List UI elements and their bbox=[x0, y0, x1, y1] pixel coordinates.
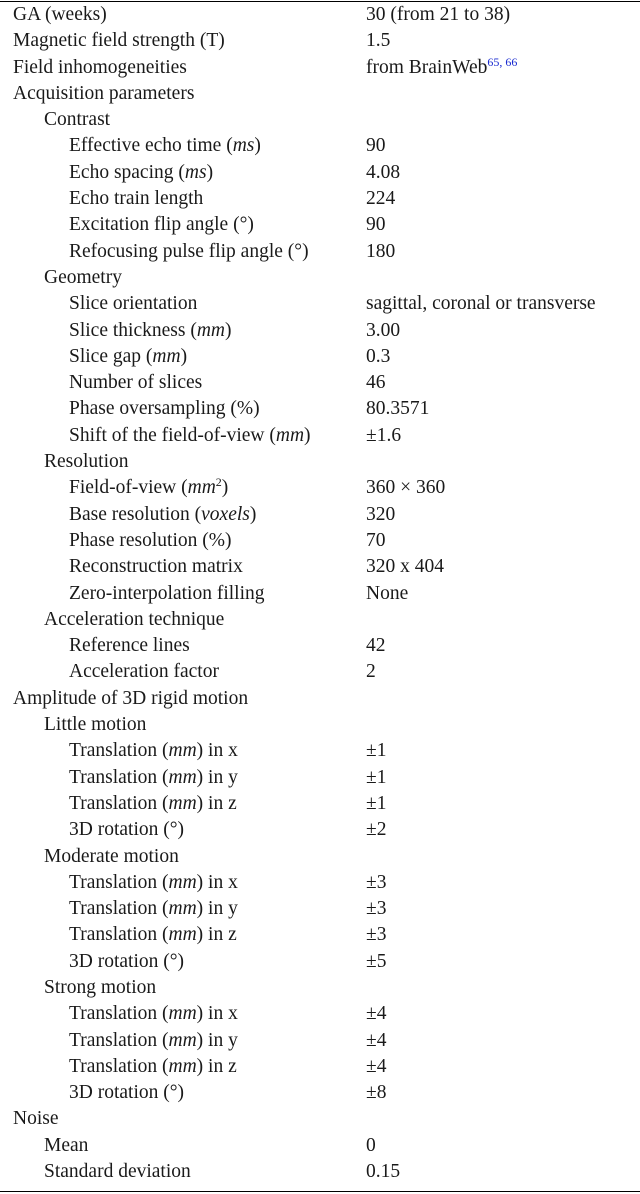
table-row bbox=[0, 1080, 640, 1106]
row-value bbox=[366, 791, 386, 817]
row-value bbox=[366, 581, 408, 607]
row-label bbox=[69, 659, 219, 685]
row-value-text: 180 bbox=[366, 240, 396, 262]
row-label-text: Contrast bbox=[44, 109, 111, 131]
row-value bbox=[366, 1159, 400, 1185]
row-label-suffix: in x bbox=[203, 740, 238, 762]
table-row bbox=[0, 581, 640, 607]
table-row bbox=[0, 423, 640, 449]
row-label: Effective echo time (ms) bbox=[69, 135, 261, 157]
row-label-text: Slice gap bbox=[69, 345, 142, 367]
row-value-text: ±3 bbox=[366, 871, 387, 893]
row-label bbox=[69, 528, 231, 554]
row-label-text: Little motion bbox=[44, 714, 147, 736]
row-label: Translation (mm) in y bbox=[69, 766, 238, 788]
row-value-text: ±8 bbox=[366, 1082, 387, 1104]
row-label-text: Acceleration technique bbox=[44, 608, 225, 630]
row-label-text: 3D rotation (°) bbox=[69, 819, 185, 841]
row-value-text: 4.08 bbox=[366, 161, 401, 183]
row-label: Echo spacing (ms) bbox=[69, 161, 214, 183]
row-label bbox=[44, 844, 179, 870]
row-label bbox=[13, 2, 107, 28]
table-row bbox=[0, 1054, 640, 1080]
row-label-text: Translation bbox=[69, 766, 158, 788]
row-value-text: 46 bbox=[366, 372, 386, 394]
row-label-text: Translation bbox=[69, 740, 158, 762]
row-unit: ms bbox=[184, 161, 207, 183]
row-unit: mm bbox=[168, 1003, 197, 1025]
row-unit: mm bbox=[168, 1055, 197, 1077]
row-label-suffix: in x bbox=[203, 1003, 238, 1025]
row-value bbox=[366, 239, 395, 265]
row-value bbox=[366, 1028, 386, 1054]
row-label-text: Moderate motion bbox=[44, 845, 179, 867]
row-value-text: 42 bbox=[366, 635, 386, 657]
row-label-text: Magnetic field strength (T) bbox=[13, 30, 225, 52]
row-label-suffix: in z bbox=[203, 792, 237, 814]
row-unit: mm bbox=[168, 898, 197, 920]
table-row bbox=[0, 1028, 640, 1054]
row-value-text: ±5 bbox=[366, 950, 387, 972]
row-label bbox=[44, 107, 110, 133]
row-label-text: Acquisition parameters bbox=[13, 82, 195, 104]
row-value-text: 90 bbox=[366, 214, 386, 236]
table-row bbox=[0, 239, 640, 265]
row-label-text: Echo spacing bbox=[69, 161, 174, 183]
row-label: Base resolution (voxels) bbox=[69, 503, 257, 525]
row-label-text: Number of slices bbox=[69, 372, 203, 394]
row-label-text: Translation bbox=[69, 871, 158, 893]
row-label: Field-of-view $(mm^2)$ bbox=[69, 475, 229, 499]
table-row bbox=[0, 291, 640, 317]
row-label: Translation (mm) in y bbox=[69, 898, 238, 920]
row-value bbox=[366, 1080, 386, 1106]
row-value bbox=[366, 133, 386, 159]
row-label: Translation (mm) in y bbox=[69, 1029, 238, 1051]
row-value-text: 80.3571 bbox=[366, 398, 430, 420]
row-label bbox=[13, 28, 225, 54]
table-row bbox=[0, 28, 640, 54]
row-value-text: None bbox=[366, 582, 409, 604]
table-row bbox=[0, 686, 640, 712]
row-value-text: 70 bbox=[366, 529, 386, 551]
table-row bbox=[0, 396, 640, 422]
table-row bbox=[0, 265, 640, 291]
row-label-text: Field inhomogeneities bbox=[13, 56, 187, 78]
table-row bbox=[0, 554, 640, 580]
row-value-text: 30 (from 21 to 38) bbox=[366, 4, 511, 25]
row-label bbox=[13, 55, 187, 81]
row-label-text: Noise bbox=[13, 1108, 59, 1130]
row-label-text: Echo train length bbox=[69, 188, 204, 210]
row-label bbox=[69, 1080, 184, 1106]
row-label-text: Phase resolution (%) bbox=[69, 529, 232, 551]
row-label-text: Slice thickness bbox=[69, 319, 186, 341]
table-row bbox=[0, 1159, 640, 1185]
row-unit: mm bbox=[168, 924, 197, 946]
row-value bbox=[366, 475, 445, 501]
row-label bbox=[69, 396, 260, 422]
table-row bbox=[0, 107, 640, 133]
table-row bbox=[0, 55, 640, 81]
row-label bbox=[44, 1159, 191, 1185]
row-label-text: Standard deviation bbox=[44, 1161, 191, 1183]
table-row bbox=[0, 633, 640, 659]
row-value bbox=[366, 896, 386, 922]
row-label-suffix: in z bbox=[203, 924, 237, 946]
row-value bbox=[366, 528, 386, 554]
row-label-suffix: in y bbox=[203, 898, 238, 920]
table-row bbox=[0, 607, 640, 633]
table-row bbox=[0, 1001, 640, 1027]
row-label-text: Mean bbox=[44, 1134, 89, 1156]
row-label bbox=[69, 949, 184, 975]
row-value-text: 0.3 bbox=[366, 345, 391, 367]
row-label-text: Translation bbox=[69, 898, 158, 920]
row-value bbox=[366, 738, 386, 764]
table-row bbox=[0, 186, 640, 212]
table-row bbox=[0, 133, 640, 159]
table-row bbox=[0, 975, 640, 1001]
parameters-table bbox=[0, 2, 640, 1185]
row-label-text: Translation bbox=[69, 1055, 158, 1077]
row-value-text: 0 bbox=[366, 1134, 376, 1156]
row-value-text: 360 × 360 bbox=[366, 477, 446, 499]
row-label bbox=[69, 291, 197, 317]
row-label-text: 3D rotation (°) bbox=[69, 950, 185, 972]
row-label-text: Shift of the field-of-view bbox=[69, 424, 265, 446]
table-row bbox=[0, 528, 640, 554]
row-label-text: Excitation flip angle (°) bbox=[69, 214, 254, 236]
row-value-text: ±1 bbox=[366, 766, 387, 788]
table-row bbox=[0, 659, 640, 685]
row-value-text: ±4 bbox=[366, 1003, 387, 1025]
row-value-text: 320 x 404 bbox=[366, 556, 444, 578]
row-label bbox=[44, 975, 156, 1001]
row-label-suffix: in y bbox=[203, 766, 238, 788]
row-label bbox=[44, 1133, 88, 1159]
row-value bbox=[366, 659, 376, 685]
row-label bbox=[69, 581, 265, 607]
row-label bbox=[69, 817, 184, 843]
row-label-text: 3D rotation (°) bbox=[69, 1082, 185, 1104]
table-row bbox=[0, 1106, 640, 1132]
row-label bbox=[44, 449, 129, 475]
row-value bbox=[366, 502, 395, 528]
row-unit: mm bbox=[168, 740, 197, 762]
row-unit: mm bbox=[168, 871, 197, 893]
row-label bbox=[13, 81, 194, 107]
row-label: Translation (mm) in z bbox=[69, 1055, 237, 1077]
table-row bbox=[0, 212, 640, 238]
row-value bbox=[366, 1054, 386, 1080]
row-value bbox=[366, 291, 596, 317]
row-label-text: GA (weeks) bbox=[13, 4, 107, 25]
row-label: Translation (mm) in x bbox=[69, 871, 238, 893]
row-value-text: ±4 bbox=[366, 1029, 387, 1051]
row-value-text: 3.00 bbox=[366, 319, 401, 341]
row-label bbox=[69, 239, 309, 265]
row-unit: ms bbox=[232, 135, 255, 157]
row-label-suffix: in y bbox=[203, 1029, 238, 1051]
table-row bbox=[0, 896, 640, 922]
row-label-text: Translation bbox=[69, 924, 158, 946]
row-value-text: ±3 bbox=[366, 898, 387, 920]
row-value bbox=[366, 949, 386, 975]
table-row bbox=[0, 160, 640, 186]
table-row bbox=[0, 2, 640, 28]
row-value-text: ±3 bbox=[366, 924, 387, 946]
row-value-text: 224 bbox=[366, 188, 396, 210]
table-row bbox=[0, 370, 640, 396]
row-value bbox=[366, 186, 395, 212]
row-unit: mm bbox=[168, 1029, 197, 1051]
row-value bbox=[366, 765, 386, 791]
row-label-text: Strong motion bbox=[44, 976, 157, 998]
table-row bbox=[0, 765, 640, 791]
row-label-text: Amplitude of 3D rigid motion bbox=[13, 687, 249, 709]
row-value bbox=[366, 212, 386, 238]
row-unit: mm bbox=[168, 766, 197, 788]
table-row bbox=[0, 344, 640, 370]
row-label bbox=[44, 265, 122, 291]
table-row bbox=[0, 81, 640, 107]
row-label-text: Refocusing pulse flip angle (°) bbox=[69, 240, 309, 262]
row-label bbox=[69, 633, 190, 659]
row-value-text: 0.15 bbox=[366, 1161, 401, 1183]
row-label-text: Zero-interpolation filling bbox=[69, 582, 265, 604]
row-label bbox=[69, 212, 254, 238]
row-value bbox=[366, 870, 386, 896]
row-label-text: Reconstruction matrix bbox=[69, 556, 243, 578]
row-value bbox=[366, 318, 400, 344]
table-row bbox=[0, 844, 640, 870]
row-label-text: Resolution bbox=[44, 451, 129, 473]
row-label-text: Field-of-view bbox=[69, 477, 177, 499]
row-value bbox=[366, 396, 429, 422]
row-unit: voxels bbox=[201, 503, 250, 525]
row-value bbox=[366, 554, 444, 580]
row-label-text: Translation bbox=[69, 792, 158, 814]
row-value-text: 1.5 bbox=[366, 30, 391, 52]
table-row bbox=[0, 475, 640, 501]
table-row bbox=[0, 949, 640, 975]
row-label bbox=[69, 370, 202, 396]
row-label-text: Slice orientation bbox=[69, 293, 198, 315]
row-label bbox=[13, 1106, 59, 1132]
row-label bbox=[69, 554, 243, 580]
row-value bbox=[366, 370, 386, 396]
table-row bbox=[0, 791, 640, 817]
row-label-text: Translation bbox=[69, 1003, 158, 1025]
row-label: Slice gap (mm) bbox=[69, 345, 188, 367]
row-value bbox=[366, 344, 390, 370]
row-label-text: Effective echo time bbox=[69, 135, 222, 157]
row-label-suffix: in z bbox=[203, 1055, 237, 1077]
row-unit: mm bbox=[275, 424, 305, 446]
table-row bbox=[0, 318, 640, 344]
table-row bbox=[0, 817, 640, 843]
row-value-text: ±4 bbox=[366, 1055, 387, 1077]
row-unit: mm bbox=[196, 319, 225, 341]
row-value bbox=[366, 160, 400, 186]
row-label: Shift of the field-of-view (mm) bbox=[69, 424, 311, 446]
row-value bbox=[366, 1133, 376, 1159]
table-row bbox=[0, 1133, 640, 1159]
row-label-text: Reference lines bbox=[69, 635, 190, 657]
row-label bbox=[13, 686, 248, 712]
table-row bbox=[0, 738, 640, 764]
row-value-text: ±2 bbox=[366, 819, 387, 841]
row-label-text: Translation bbox=[69, 1029, 158, 1051]
row-label-text: Base resolution bbox=[69, 503, 190, 525]
row-label bbox=[69, 186, 203, 212]
row-label-suffix: in x bbox=[203, 871, 238, 893]
row-unit: mm bbox=[187, 477, 216, 499]
row-value bbox=[366, 2, 510, 28]
row-label: Translation (mm) in x bbox=[69, 1003, 238, 1025]
table-row bbox=[0, 712, 640, 738]
row-value-text: from BrainWeb bbox=[366, 56, 488, 78]
row-label bbox=[44, 607, 224, 633]
row-label: Slice thickness (mm) bbox=[69, 319, 232, 341]
row-unit: mm bbox=[168, 792, 197, 814]
row-value-text: ±1 bbox=[366, 792, 387, 814]
row-value bbox=[366, 922, 386, 948]
row-label-text: Acceleration factor bbox=[69, 661, 219, 683]
table-row bbox=[0, 502, 640, 528]
table-bottom-rule bbox=[0, 1191, 640, 1192]
row-label bbox=[44, 712, 146, 738]
table-row bbox=[0, 922, 640, 948]
row-value bbox=[366, 55, 517, 81]
row-value-text: ±1 bbox=[366, 740, 387, 762]
row-label: Translation (mm) in z bbox=[69, 924, 237, 946]
row-value bbox=[366, 28, 390, 54]
row-value-text: ±1.6 bbox=[366, 424, 402, 446]
row-value bbox=[366, 1001, 386, 1027]
row-value-text: sagittal, coronal or transverse bbox=[366, 293, 596, 315]
row-value-text: 2 bbox=[366, 661, 376, 683]
citation-link[interactable]: 65, 66 bbox=[487, 54, 518, 69]
row-unit: mm bbox=[152, 345, 181, 367]
row-value-text: 90 bbox=[366, 135, 386, 157]
row-value-text: 320 bbox=[366, 503, 396, 525]
row-label: Translation (mm) in z bbox=[69, 792, 237, 814]
row-label-text: Phase oversampling (%) bbox=[69, 398, 260, 420]
table-row bbox=[0, 449, 640, 475]
row-label-text: Geometry bbox=[44, 266, 122, 288]
table-row bbox=[0, 870, 640, 896]
row-label: Translation (mm) in x bbox=[69, 740, 238, 762]
row-unit-exponent: 2 bbox=[215, 475, 222, 490]
row-value bbox=[366, 423, 401, 449]
row-value bbox=[366, 633, 386, 659]
row-value bbox=[366, 817, 386, 843]
